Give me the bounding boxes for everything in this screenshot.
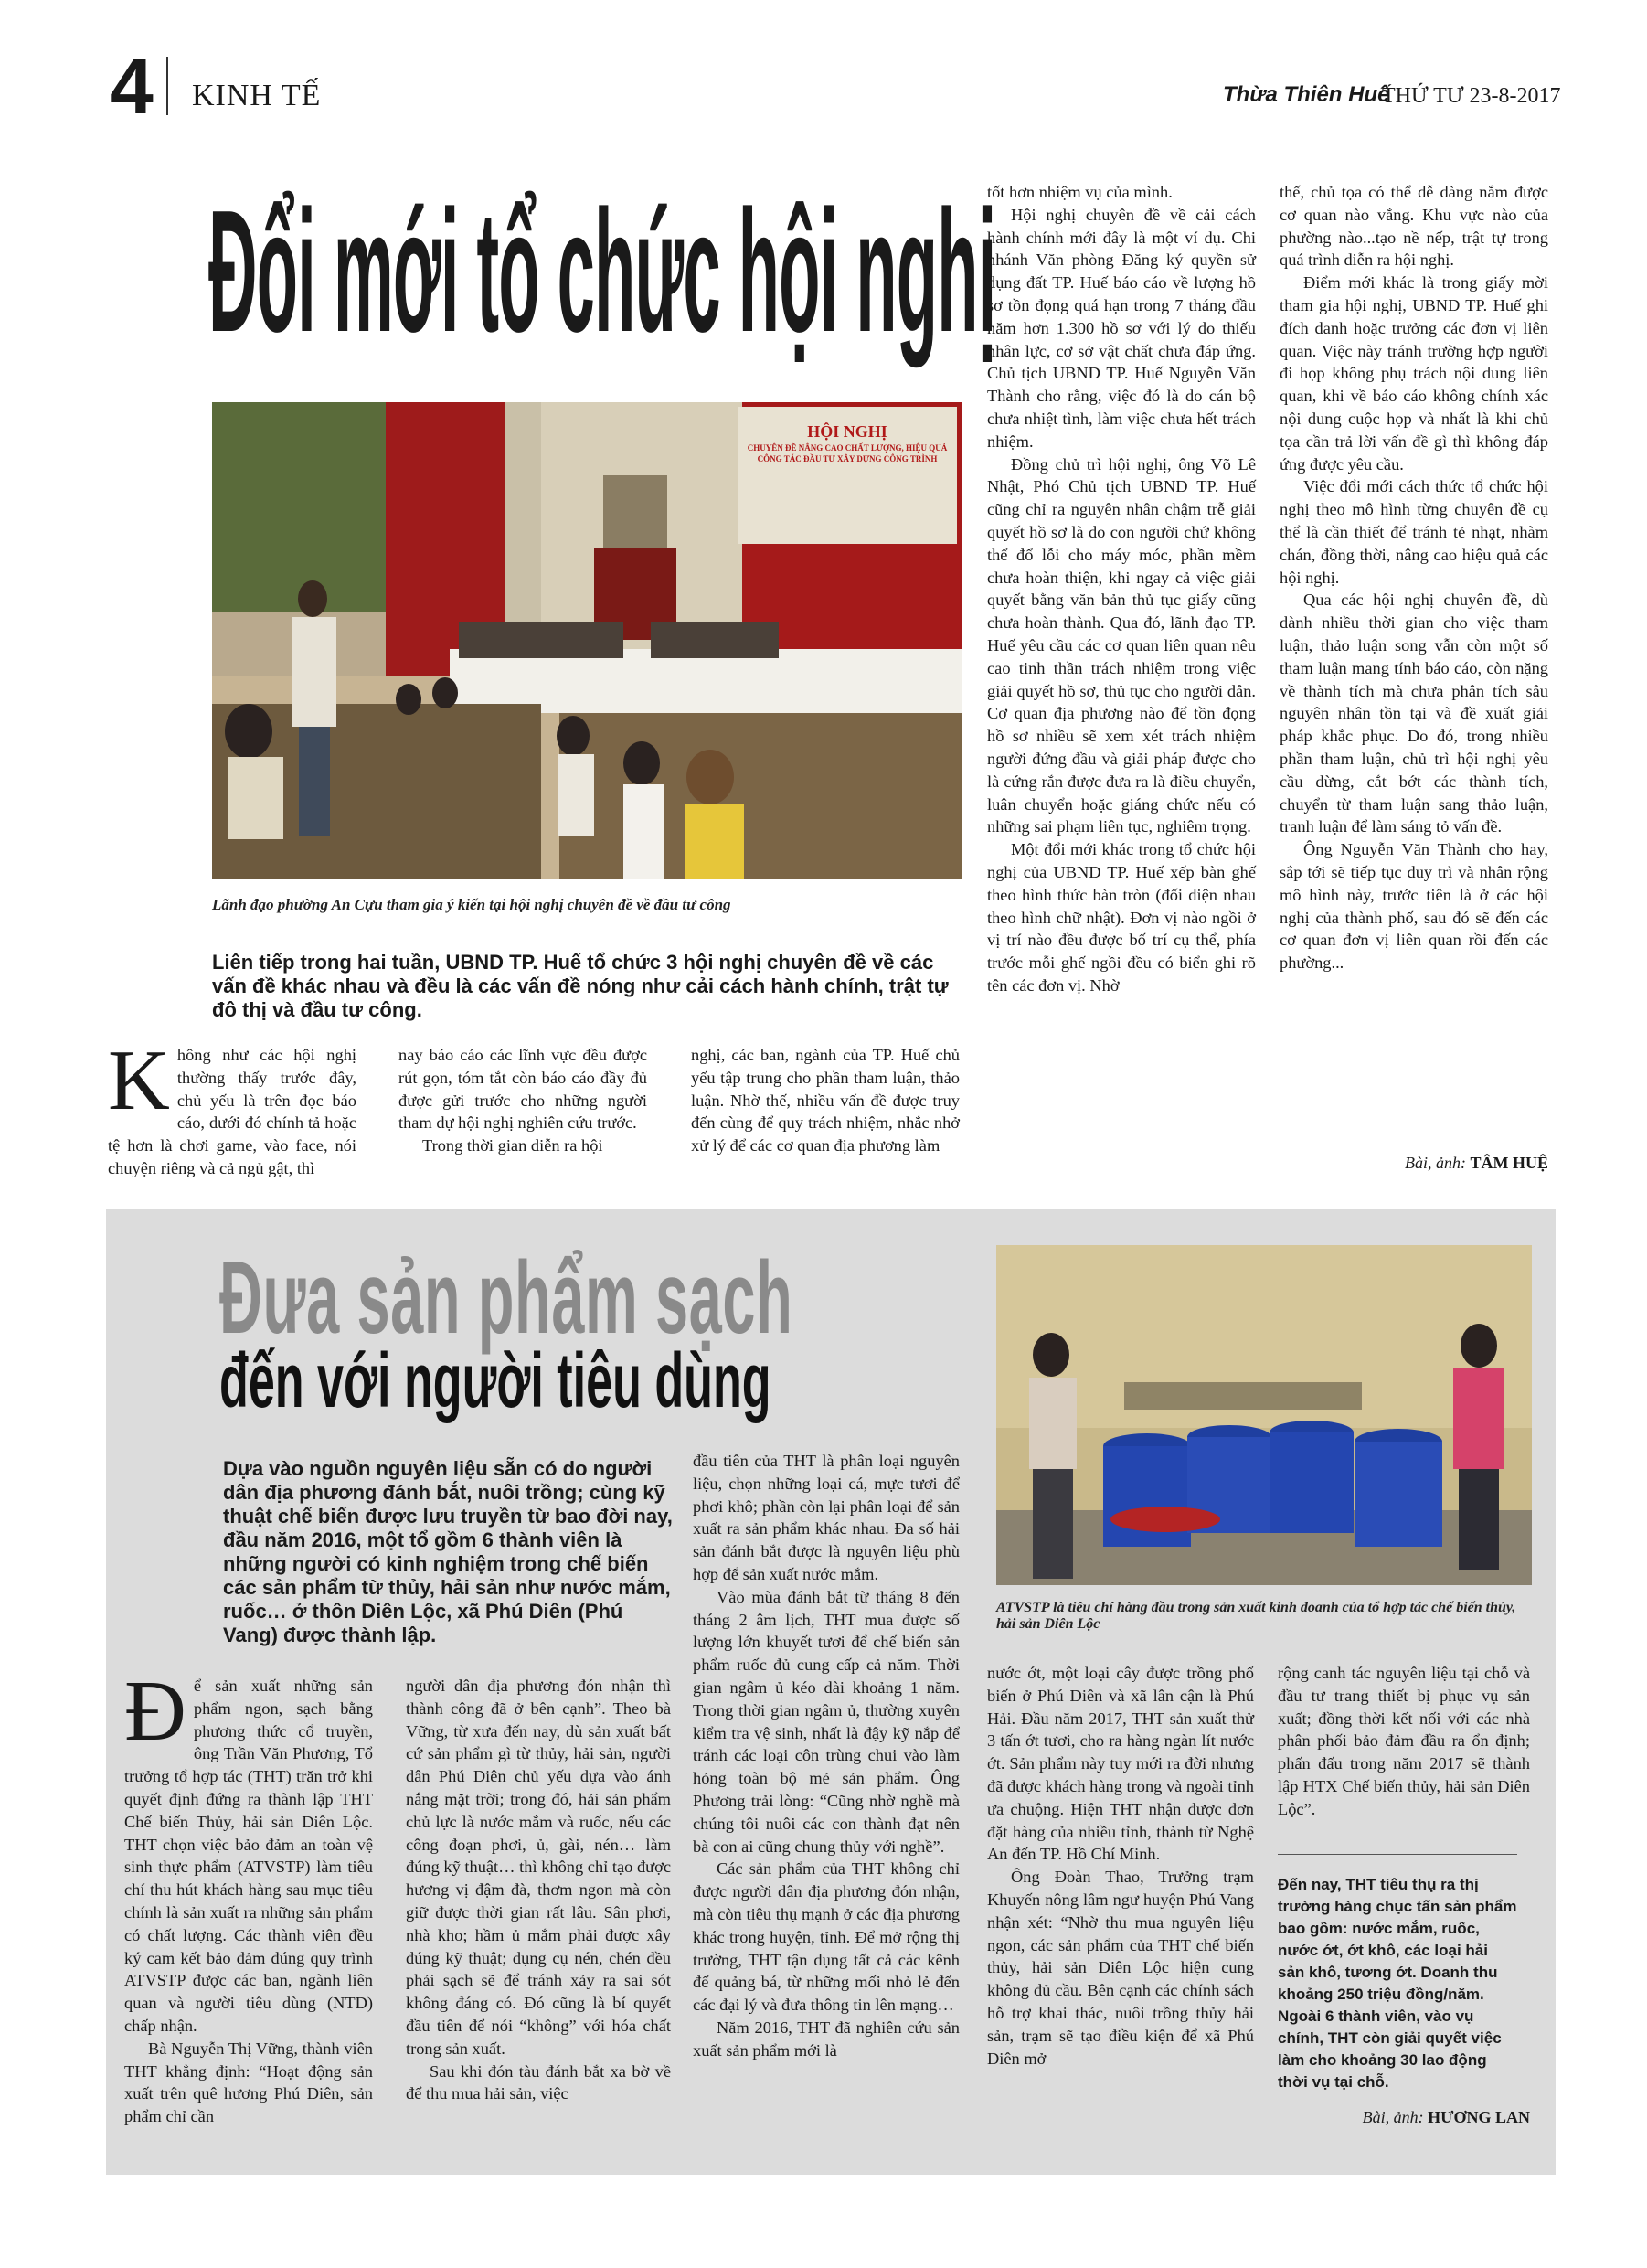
fish-sauce-photo-image: [996, 1245, 1532, 1585]
paragraph: Vào mùa đánh bắt từ tháng 8 đến tháng 2 âm lịch, THT mua được số lượng lớn khuyết tươi để chế biến sản phẩm ruốc đủ cung cấp cả năm. Thời gian ngâm ủ kéo dài khoảng 1 năm. Trong thời gian ngâm ủ, thường xuyên kiểm tra vệ sinh, nhất là đậy kỹ nắp để tránh các loại côn trùng chui vào làm hỏng toàn bộ mẻ sản phẩm. Ông Phương trải lòng: “Cũng nhờ nghề mà chúng tôi nuôi các con thành đạt nên bà con ai cũng chung thủy với nghề”.: [693, 1587, 960, 1856]
article2-drop-cap: Đ: [124, 1664, 186, 1759]
paragraph: Các sản phẩm của THT không chỉ được người dân địa phương đón nhận, mà còn tiêu thụ mạnh ở các địa phương khác trong huyện, tỉnh. Để mở rộng thị trường, THT tận dụng tất cả các kênh để quảng bá, từ những mối nhỏ lẻ đến các đại lý và đưa thông tin lên mạng…: [693, 1859, 960, 2015]
article2-column-1: [124, 1664, 373, 2128]
banner-subtitle: CHUYÊN ĐỀ NÂNG CAO CHẤT LƯỢNG, HIỆU QUẢ CÔNG TÁC ĐẦU TƯ XÂY DỰNG CÔNG TRÌNH: [747, 443, 948, 463]
article1-headline: Đổi mới tổ chức hội nghị: [208, 175, 996, 368]
article2-lead: Dựa vào nguồn nguyên liệu sẵn có do người dân địa phương đánh bắt, nuôi trồng; cùng kỹ thuật chế biến được lưu truyền từ bao đời nay, đầu năm 2016, một tổ gồm 6 thành viên là những người có kinh nghiệm trong chế biến các sản phẩm từ thủy, hải sản như nước mắm, ruốc… ở thôn Diên Lộc, xã Phú Diên (Phú Vang) được thành lập.: [223, 1457, 673, 1646]
paragraph: ể sản xuất những sản phẩm ngon, sạch bằng phương thức cổ truyền, ông Trần Văn Phương, Tổ trưởng tổ hợp tác (THT) trăn trở khi quyết định đứng ra thành lập THT Chế biến Thủy, hải sản Diên Lộc. THT chọn việc bảo đảm an toàn vệ sinh thực phẩm (ATVSTP) làm tiêu chí thu hút khách hàng sau mục tiêu chính là sản xuất ra những sản phẩm có chất lượng. Các thành viên đều ký cam kết bảo đảm đúng quy trình ATVSTP được các ban, ngành liên quan và người tiêu dùng (NTD) chấp nhận.: [124, 1677, 373, 2035]
paragraph: Đồng chủ trì hội nghị, ông Võ Lê Nhật, Phó Chủ tịch UBND TP. Huế cũng chỉ ra nguyên nhân chậm trễ giải quyết hồ sơ là do con người chứ không thể đổ lỗi cho máy móc, phần mềm chưa hoàn thiện, khi ngay cả việc giải quyết bằng văn bản thủ tục giấy cũng chưa hoàn thành. Qua đó, lãnh đạo TP. Huế yêu cầu các cơ quan liên quan nêu cao tinh thần trách nhiệm trong việc giải quyết hồ sơ, thủ tục cho người dân. Cơ quan địa phương nào để tồn đọng hồ sơ nhiều sẽ xem xét trách nhiệm người đứng đầu và giải pháp được cho là cứng rắn được đưa ra là điều chuyển, luân chuyển hoặc giáng chức nếu có những sai phạm liên tục, nghiêm trọng.: [987, 454, 1256, 836]
paragraph: nay báo cáo các lĩnh vực đều được rút gọn, tóm tắt còn báo cáo đầy đủ được gửi trước cho những người tham dự hội nghị nghiên cứu trước.: [398, 1046, 647, 1133]
fish-sauce-photo: [996, 1245, 1532, 1585]
banner-title: HỘI NGHỊ: [807, 422, 887, 441]
article2-byline: [1278, 2108, 1530, 2127]
article1-column-5: [1280, 181, 1548, 974]
byline-label: Bài, ảnh:: [1405, 1154, 1466, 1172]
article2-headline-line1: Đưa sản phẩm sạch: [219, 1240, 793, 1355]
newspaper-brand: Thừa Thiên Huế: [1223, 82, 1390, 107]
paragraph: Ông Nguyễn Văn Thành cho hay, sắp tới sẽ tiếp tục duy trì và nhân rộng mô hình này, trước tiên là ở các hội nghị của thành phố, sau đó sẽ đến các cơ quan đơn vị liên quan rồi đến các phường...: [1280, 840, 1548, 973]
article2-headline-line2: đến với người tiêu dùng: [219, 1337, 771, 1423]
paragraph: Trong thời gian diễn ra hội: [422, 1136, 603, 1155]
paragraph: nước ớt, một loại cây được trồng phổ biến ở Phú Diên và xã lân cận là Phú Hải. Đầu năm 2017, THT sản xuất thử 3 tấn ớt tươi, cho ra hàng ngàn lít nước ớt. Sản phẩm này tuy mới ra đời nhưng đã được khách hàng trong và ngoài tỉnh ưa chuộng. Hiện THT nhận được đơn đặt hàng của nhiều tỉnh, thành từ Nghệ An đến TP. Hồ Chí Minh.: [987, 1664, 1254, 1864]
paragraph: Việc đổi mới cách thức tổ chức hội nghị theo mô hình từng chuyên đề cụ thể là cần thiết để tránh tẻ nhạt, nhàm chán, đồng thời, nâng cao hiệu quả các hội nghị.: [1280, 477, 1548, 587]
article1-column-3: [691, 1044, 960, 1157]
article2-column-4: [987, 1662, 1254, 2070]
sidebar-divider: [1278, 1854, 1517, 1855]
article2-column-2: [406, 1675, 671, 2105]
article1-column-2: [398, 1044, 647, 1157]
paragraph: Sau khi đón tàu đánh bắt xa bờ về để thu mua hải sản, việc: [406, 2061, 671, 2103]
article1-drop-cap: K: [108, 1033, 170, 1128]
article1-col1-text: hông như các hội nghị thường thấy trước đây, chủ yếu là trên đọc báo cáo, dưới đó chính tả hoặc tệ hơn là chơi game, vào face, nói chuyện riêng và cả ngủ gật, thì: [108, 1046, 356, 1177]
paragraph: Qua các hội nghị chuyên đề, dù dành nhiều thời gian cho việc tham luận, thảo luận song vẫn còn một số tham luận mang tính báo cáo, còn nặng về thành tích mà chưa phân tích sâu nguyên nhân tồn tại và đề xuất giải pháp khắc phục. Do đó, trong nhiều phần tham luận, chủ trì hội nghị yêu cầu dừng, cắt bớt các thành tích, chuyển từ tham luận sang thảo luận, tranh luận để làm sáng tỏ vấn đề.: [1280, 591, 1548, 836]
paragraph: nghị, các ban, ngành của TP. Huế chủ yếu tập trung cho phần tham luận, thảo luận. Nhờ thế, nhiều vấn đề được truy đến cùng để quy trách nhiệm, nhắc nhở xử lý để các cơ quan địa phương làm: [691, 1046, 960, 1155]
article1-column-4: [987, 181, 1256, 997]
article2-sidebar-note: Đến nay, THT tiêu thụ ra thị trường hàng chục tấn sản phẩm bao gồm: nước mắm, ruốc, nước ớt, ớt khô, các loại hải sản khô, tương ớt. Doanh thu khoảng 250 triệu đồng/năm. Ngoài 6 thành viên, vào vụ chính, THT còn giải quyết việc làm cho khoảng 30 lao động thời vụ tại chỗ.: [1278, 1876, 1517, 2091]
paragraph: đầu tiên của THT là phân loại nguyên liệu, chọn những loại cá, mực tươi để phơi khô; phần còn lại phân loại để sản xuất ra sản phẩm khác nhau. Đa số hải sản đánh bắt được là nguyên liệu phù hợp để sản xuất nước mắm.: [693, 1452, 960, 1583]
section-name: KINH TẾ: [192, 79, 322, 112]
article1-lead: Liên tiếp trong hai tuần, UBND TP. Huế tổ chức 3 hội nghị chuyên đề về các vấn đề khác nhau và đều là các vấn đề nóng như cải cách hành chính, trật tự đô thị và đầu tư công.: [212, 951, 949, 1021]
paragraph: rộng canh tác nguyên liệu tại chỗ và đầu tư trang thiết bị phục vụ sản xuất; đồng thời kết nối với các nhà phân phối bảo đảm đầu ra ổn định; phấn đấu trong năm 2017 sẽ thành lập HTX Chế biến thủy, hải sản Diên Lộc”.: [1278, 1664, 1530, 1818]
article2-photo-caption: ATVSTP là tiêu chí hàng đầu trong sản xuất kinh doanh của tổ hợp tác chế biến thủy, hải sản Diên Lộc: [996, 1600, 1516, 1632]
article2-column-3: [693, 1450, 960, 2062]
paragraph: người dân địa phương đón nhận thì thành công đã ở bên cạnh”. Theo bà Vững, từ xưa đến nay, dù sản xuất bất cứ sản phẩm gì từ thủy, hải sản, người dân Phú Diên chủ yếu dựa vào ánh nắng mặt trời; trong đó, hải sản phẩm chủ lực là nước mắm và ruốc, nếu các công đoạn phơi, ủ, gài, nén… làm đúng kỹ thuật… thì không chỉ tạo được hương vị đậm đà, thơm ngon mà còn giữ được thời gian rất lâu. Sân phơi, nhà kho; hầm ủ mắm phải được xây đúng kỹ thuật; dụng cụ nén, chén đều phải sạch sẽ để tránh xảy ra sai sót không đáng có. Đó cũng là bí quyết đầu tiên để nói “không” với hóa chất trong sản xuất.: [406, 1677, 671, 2058]
paragraph: tốt hơn nhiệm vụ của mình.: [987, 183, 1173, 201]
paragraph: Ông Đoàn Thao, Trưởng trạm Khuyến nông lâm ngư huyện Phú Vang nhận xét: “Nhờ thu mua nguyên liệu ngon, các sản phẩm của THT chế biến thủy, hải sản Diên Lộc hiện cung không đủ cầu. Bên cạnh các chính sách hỗ trợ khai thác, nuôi trồng thủy hải sản, trạm sẽ tạo điều kiện để xã Phú Diên mở: [987, 1868, 1254, 2068]
paragraph: thế, chủ tọa có thể dễ dàng nắm được cơ quan nào vắng. Khu vực nào của phường nào...tạo nề nếp, trật tự trong quá trình diễn ra hội nghị.: [1280, 183, 1548, 270]
paragraph: Một đổi mới khác trong tổ chức hội nghị của UBND TP. Huế xếp bàn ghế theo hình thức bàn tròn (đối diện nhau theo hình chữ nhật). Đơn vị nào ngồi ở vị trí nào đều được bố trí cụ thể, phía trước mỗi ghế ngồi đều có biển ghi rõ tên các đơn vị. Nhờ: [987, 840, 1256, 995]
byline-author: TÂM HUỆ: [1470, 1154, 1548, 1172]
article1-byline: [1280, 1154, 1548, 1173]
conference-photo-image: [212, 402, 962, 879]
paragraph: Bà Nguyễn Thị Vững, thành viên THT khẳng định: “Hoạt động sản xuất trên quê hương Phú Diên, sản phẩm chỉ cần: [124, 2039, 373, 2126]
paragraph: Hội nghị chuyên đề về cải cách hành chính mới đây là một ví dụ. Chi nhánh Văn phòng Đăng ký quyền sử dụng đất TP. Huế báo cáo về lượng hồ sơ tồn đọng quá hạn trong 7 tháng đầu năm hơn 1.300 hồ sơ với lý do thiếu nhân lực, cơ sở vật chất chưa đáp ứng. Chủ tịch UBND TP. Huế Nguyễn Văn Thành cho rằng, việc đó là do cán bộ chưa nhiệt tình, làm việc chưa hết trách nhiệm.: [987, 205, 1256, 451]
page-number: 4: [110, 43, 154, 131]
issue-date: THỨ TƯ 23-8-2017: [1382, 84, 1561, 108]
byline-author: HƯƠNG LAN: [1428, 2108, 1530, 2126]
conference-photo: [212, 402, 962, 879]
paragraph: Điểm mới khác là trong giấy mời tham gia hội nghị, UBND TP. Huế ghi đích danh hoặc trưởng các đơn vị liên quan. Việc này tránh trường hợp người đi họp không phụ trách nội dung liên quan, khi về báo cáo không chính xác nội dung cuộc họp và nhất là khi chủ tọa cần trả lời vấn đề gì thì không đáp ứng được yêu cầu.: [1280, 273, 1548, 474]
paragraph: Năm 2016, THT đã nghiên cứu sản xuất sản phẩm mới là: [693, 2018, 960, 2060]
byline-label: Bài, ảnh:: [1362, 2108, 1424, 2126]
article2-column-5: [1278, 1662, 1530, 1821]
article1-column-1: [108, 1033, 356, 1180]
article1-photo-caption: Lãnh đạo phường An Cựu tham gia ý kiến tại hội nghị chuyên đề về đầu tư công: [212, 896, 731, 913]
header-divider: [166, 57, 168, 115]
